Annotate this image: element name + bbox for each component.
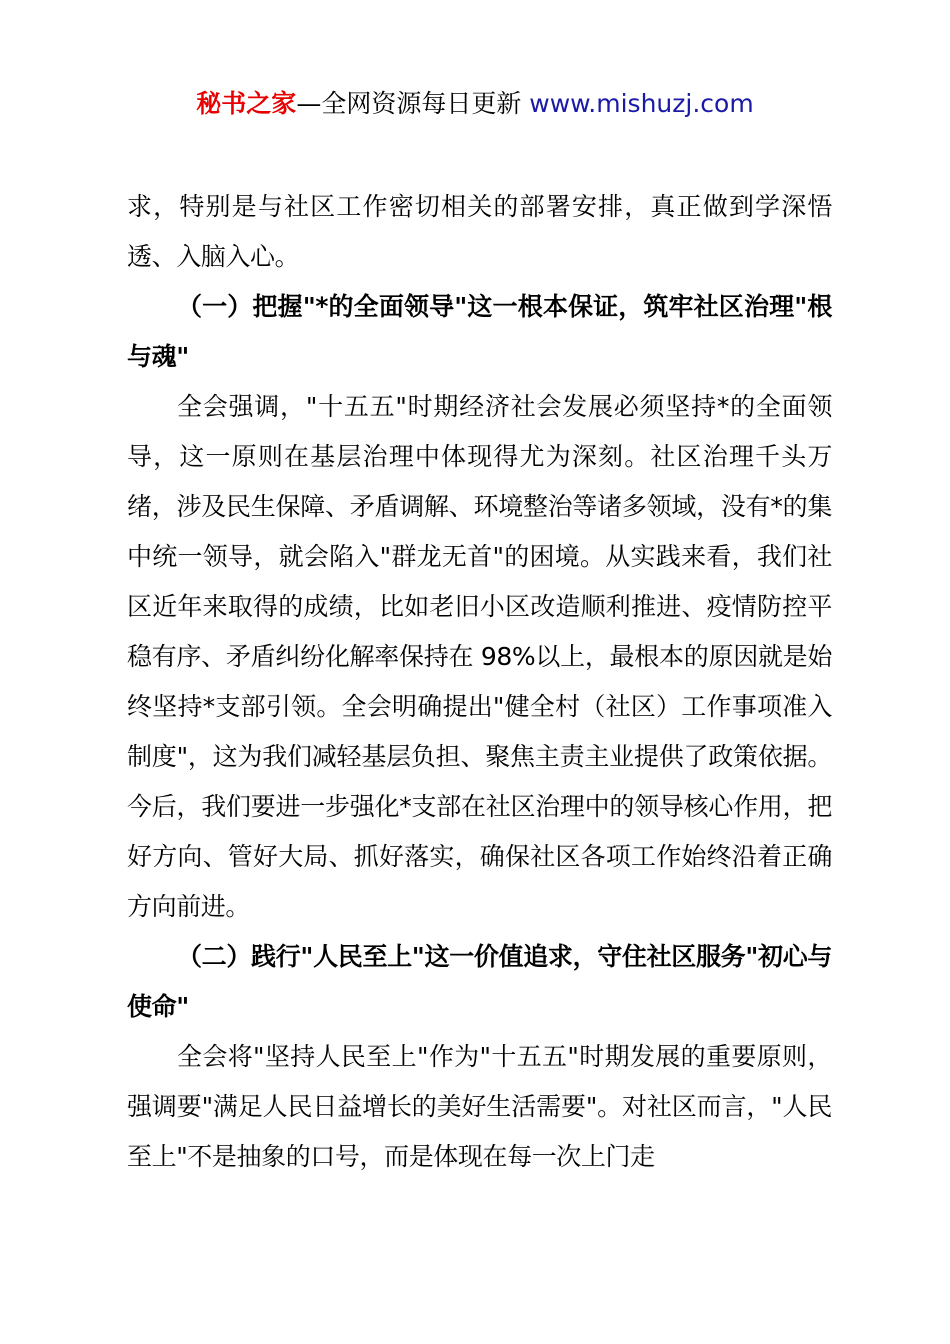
site-header xyxy=(0,86,950,122)
paragraph-1: 全会强调，"十五五"时期经济社会发展必须坚持*的全面领导，这一原则在基层治理中体现得尤为深刻。社区治理千头万绪，涉及民生保障、矛盾调解、环境整治等诸多领域，没有*的集中统一领导，就会陷入"群龙无首"的困境。从实践来看，我们社区近年来取得的成绩，比如老旧小区改造顺利推进、疫情防控平稳有序、矛盾纠纷化解率保持在 98%以上，最根本的原因就是始终坚持*支部引领。全会明确提出"健全村（社区）工作事项准入制度"，这为我们减轻基层负担、聚焦主责主业提供了政策依据。今后，我们要进一步强化*支部在社区治理中的领导核心作用，把好方向、管好大局、抓好落实，确保社区各项工作始终沿着正确方向前进。 xyxy=(127,392,832,921)
document-body xyxy=(127,182,832,1182)
brand-name: 秘书之家 xyxy=(196,89,297,118)
paragraph-2: 全会将"坚持人民至上"作为"十五五"时期发展的重要原则，强调要"满足人民日益增长的美好生活需要"。对社区而言，"人民至上"不是抽象的口号，而是体现在每一次上门走 xyxy=(127,1042,832,1171)
section-heading-1: （一）把握"*的全面领导"这一根本保证，筑牢社区治理"根与魂" xyxy=(127,292,832,371)
header-tagline: —全网资源每日更新 xyxy=(296,89,530,118)
section-heading-2: （二）践行"人民至上"这一价值追求，守住社区服务"初心与使命" xyxy=(127,942,832,1021)
paragraph-continued: 求，特别是与社区工作密切相关的部署安排，真正做到学深悟透、入脑入心。 xyxy=(127,192,832,271)
site-url-link[interactable]: www.mishuzj.com xyxy=(529,89,754,118)
